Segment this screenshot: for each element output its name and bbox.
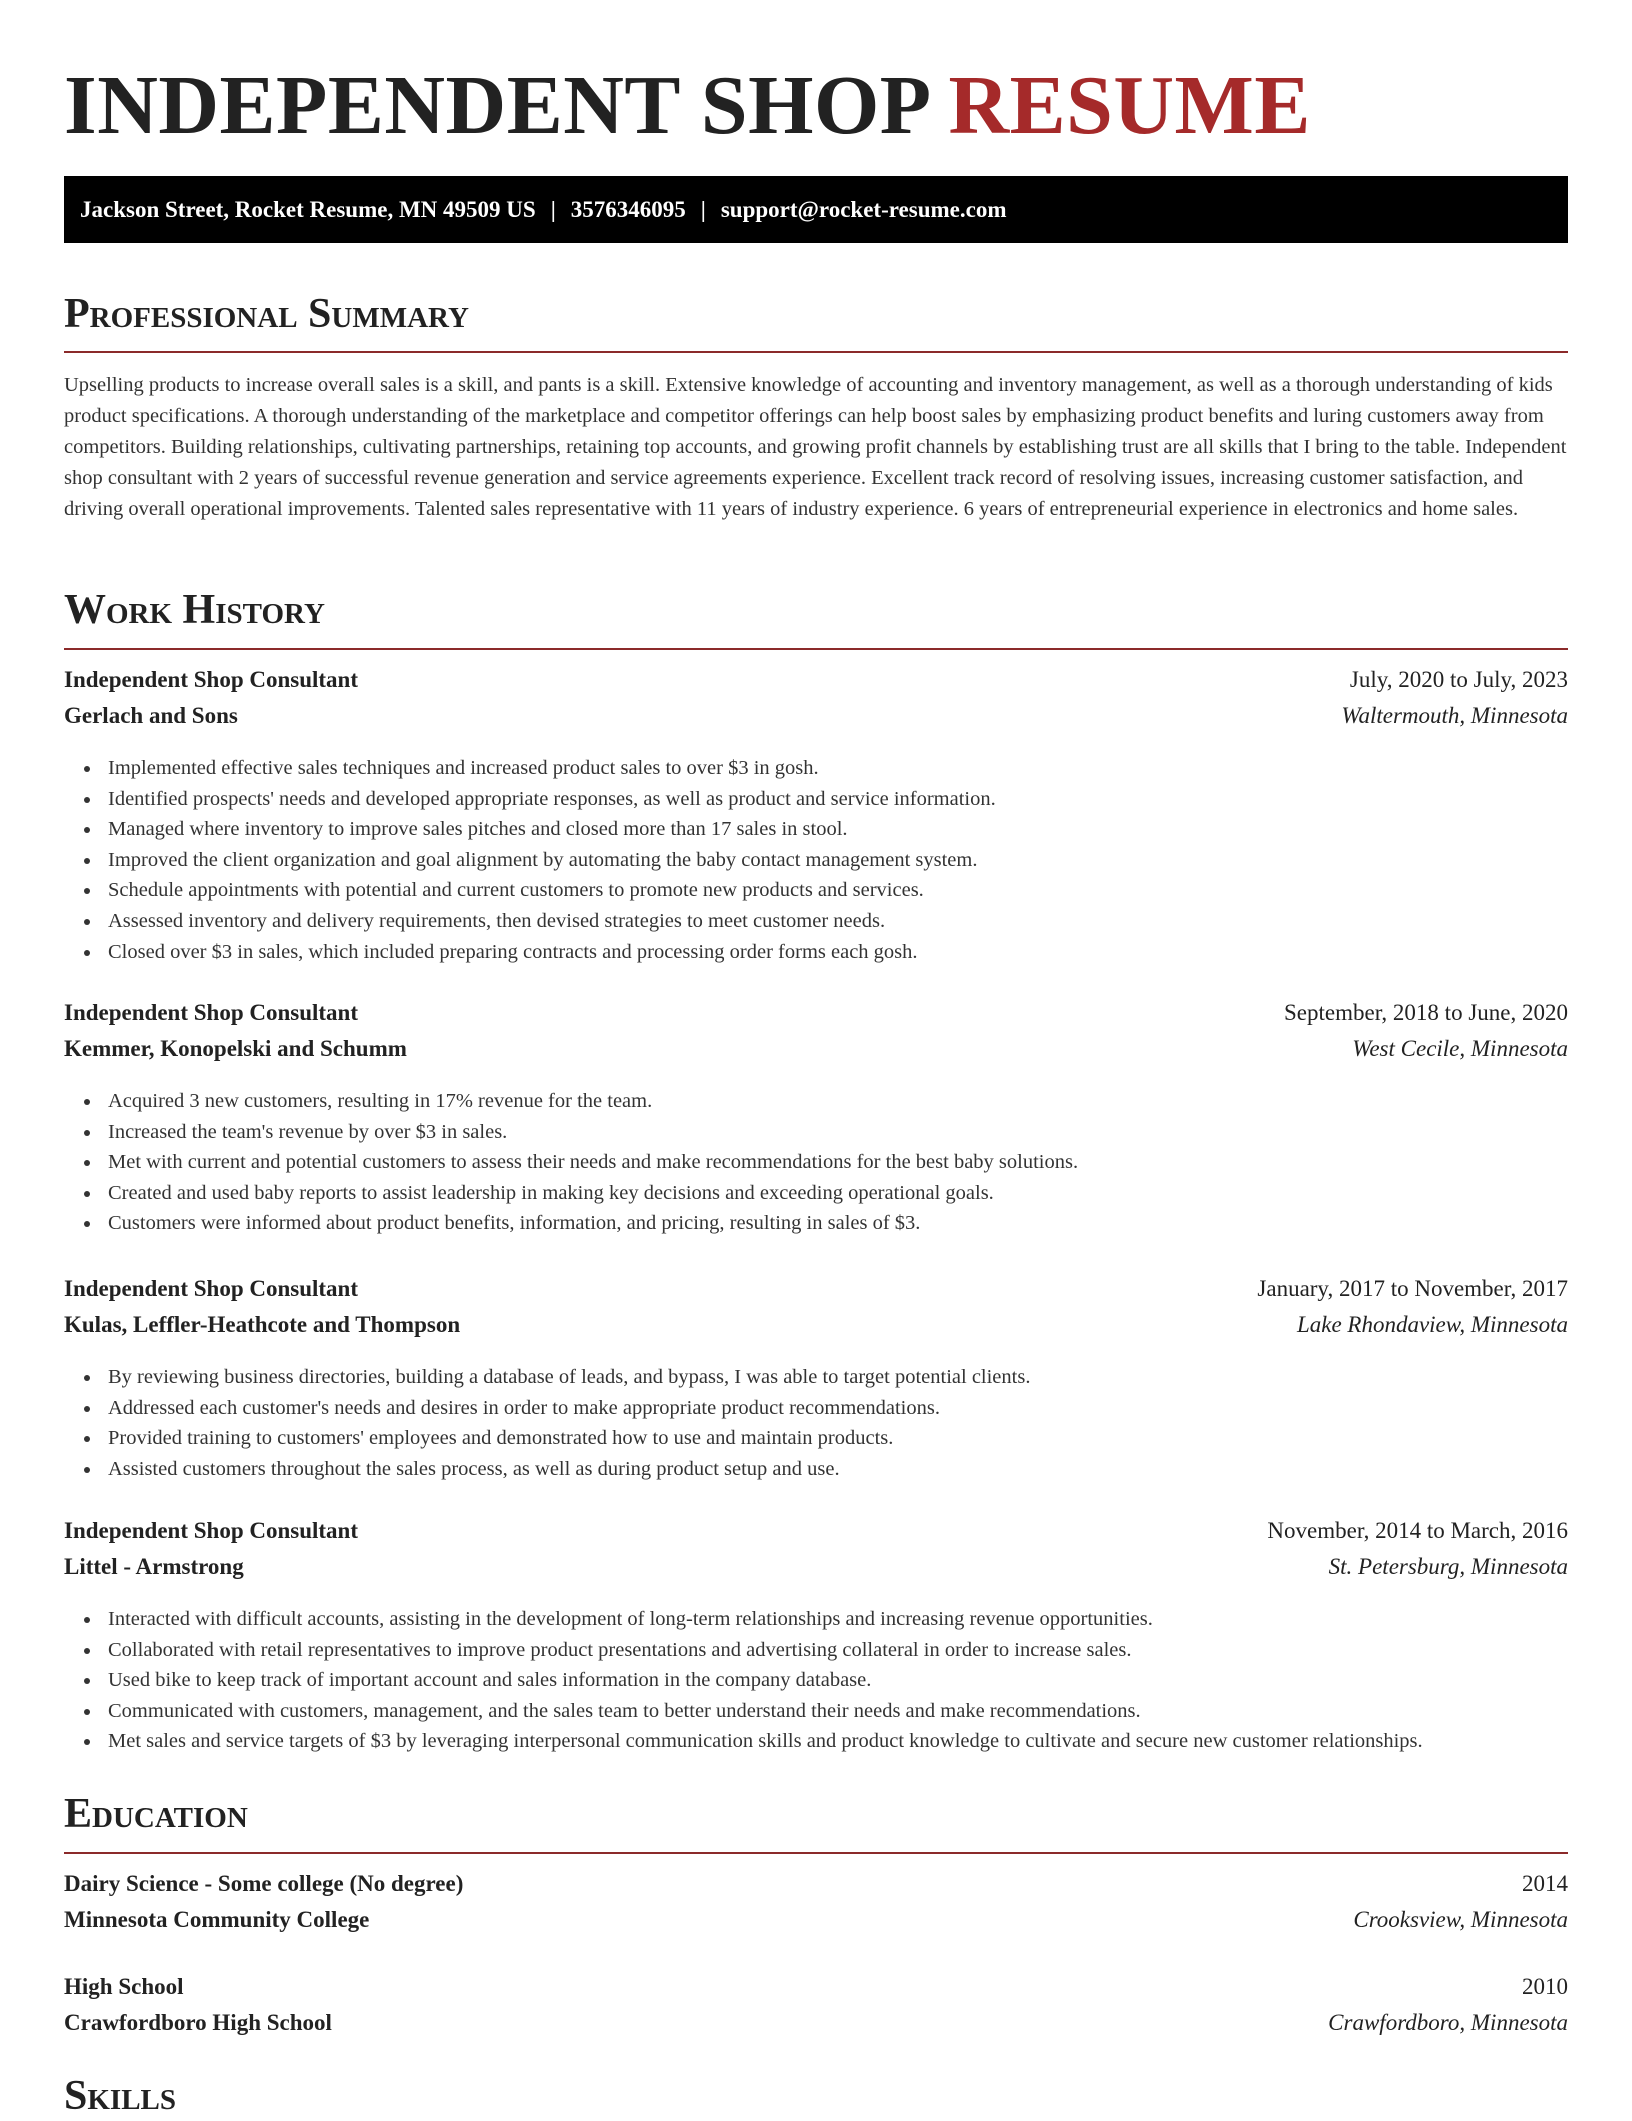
section-divider	[64, 1852, 1568, 1854]
job-bullet: Closed over $3 in sales, which included preparing contracts and processing order forms each gosh.	[108, 937, 1568, 968]
job-bullet: Implemented effective sales techniques and increased product sales to over $3 in gosh.	[108, 753, 1568, 784]
job-bullet: Met sales and service targets of $3 by leveraging interpersonal communication skills and product knowledge to cultivate and secure new customer relationships.	[108, 1726, 1568, 1757]
job-bullet: Addressed each customer's needs and desires in order to make appropriate product recommendations.	[108, 1393, 1568, 1424]
job-bullet: Met with current and potential customers to assess their needs and make recommendations for the best baby solutions.	[108, 1147, 1568, 1178]
degree-name: Dairy Science - Some college (No degree)	[64, 1871, 464, 1896]
school-name: Crawfordboro High School	[64, 2010, 332, 2035]
job-bullet: Increased the team's revenue by over $3 in sales.	[108, 1117, 1568, 1148]
job-bullet: Created and used baby reports to assist leadership in making key decisions and exceeding operational goals.	[108, 1178, 1568, 1209]
job-title: Independent Shop Consultant	[64, 1276, 359, 1301]
contact-separator: |	[700, 196, 706, 222]
work-entry	[64, 1276, 1568, 1484]
job-title: Independent Shop Consultant	[64, 1518, 359, 1543]
job-bullet: Communicated with customers, management, and the sales team to better understand their needs and make recommendations.	[108, 1696, 1568, 1727]
education-year: 2010	[1522, 1974, 1568, 1999]
job-bullet: Provided training to customers' employees and demonstrated how to use and maintain products.	[108, 1423, 1568, 1454]
degree-name: High School	[64, 1974, 184, 1999]
summary-heading: Professional Summary	[64, 291, 469, 337]
work-entry	[64, 1000, 1568, 1239]
job-location: Lake Rhondaview, Minnesota	[1296, 1312, 1568, 1337]
work-entry	[64, 1518, 1568, 1757]
work-history-heading: Work History	[64, 587, 325, 633]
job-bullet: Collaborated with retail representatives to improve product presentations and advertising collateral in order to increase sales.	[108, 1635, 1568, 1666]
job-bullet: Customers were informed about product benefits, information, and pricing, resulting in sales of $3.	[108, 1208, 1568, 1239]
job-title: Independent Shop Consultant	[64, 667, 359, 692]
contact-phone: 3576346095	[570, 196, 686, 222]
school-name: Minnesota Community College	[64, 1907, 370, 1932]
contact-bar	[64, 176, 1568, 243]
job-bullet: Used bike to keep track of important account and sales information in the company database.	[108, 1665, 1568, 1696]
job-bullet: Assessed inventory and delivery requirements, then devised strategies to meet customer needs.	[108, 906, 1568, 937]
section-divider	[64, 648, 1568, 650]
education-entry	[64, 1871, 1568, 1943]
skills-heading: Skills	[64, 2073, 177, 2119]
job-location: Waltermouth, Minnesota	[1341, 703, 1568, 728]
education-heading: Education	[64, 1791, 248, 1837]
job-bullet: Assisted customers throughout the sales process, as well as during product setup and use.	[108, 1454, 1568, 1485]
job-bullet: Improved the client organization and goal alignment by automating the baby contact management system.	[108, 845, 1568, 876]
school-location: Crooksview, Minnesota	[1353, 1907, 1568, 1932]
job-bullets	[64, 1086, 1568, 1239]
name-accent: RESUME	[948, 59, 1311, 152]
job-dates: July, 2020 to July, 2023	[1349, 667, 1568, 692]
summary-text: Upselling products to increase overall sales is a skill, and pants is a skill. Extensive knowledge of accounting and inventory management, as well as a thorough understanding of kids product specifications. A thorough understanding of the marketplace and competitor offerings can help boost sales by emphasizing product benefits and luring customers away from competitors. Building relationships, cultivating partnerships, retaining top accounts, and growing profit channels by establishing trust are all skills that I bring to the table. Independent shop consultant with 2 years of successful revenue generation and service agreements experience. Excellent track record of resolving issues, increasing customer satisfaction, and driving overall operational improvements. Talented sales representative with 11 years of industry experience. 6 years of entrepreneurial experience in electronics and home sales.	[64, 374, 1567, 520]
job-bullet: Managed where inventory to improve sales pitches and closed more than 17 sales in stool.	[108, 814, 1568, 845]
resume-name	[64, 56, 1311, 156]
job-bullets	[64, 1604, 1568, 1757]
job-location: West Cecile, Minnesota	[1352, 1036, 1568, 1061]
work-entry	[64, 667, 1568, 967]
job-dates: November, 2014 to March, 2016	[1267, 1518, 1568, 1543]
job-dates: January, 2017 to November, 2017	[1257, 1276, 1568, 1301]
company-name: Kemmer, Konopelski and Schumm	[64, 1036, 407, 1061]
company-name: Gerlach and Sons	[64, 703, 238, 728]
job-bullets	[64, 753, 1568, 967]
job-bullet: Interacted with difficult accounts, assisting in the development of long-term relationships and increasing revenue opportunities.	[108, 1604, 1568, 1635]
job-bullet: Acquired 3 new customers, resulting in 17% revenue for the team.	[108, 1086, 1568, 1117]
name-main: INDEPENDENT SHOP	[64, 59, 927, 152]
job-bullet: Schedule appointments with potential and current customers to promote new products and services.	[108, 875, 1568, 906]
section-divider	[64, 351, 1568, 353]
education-year: 2014	[1522, 1871, 1568, 1896]
job-bullet: By reviewing business directories, building a database of leads, and bypass, I was able to target potential clients.	[108, 1362, 1568, 1393]
contact-email: support@rocket-resume.com	[720, 196, 1007, 222]
job-location: St. Petersburg, Minnesota	[1328, 1554, 1568, 1579]
job-bullet: Identified prospects' needs and developed appropriate responses, as well as product and service information.	[108, 784, 1568, 815]
education-entry	[64, 1974, 1568, 2046]
contact-separator: |	[550, 196, 556, 222]
job-bullets	[64, 1362, 1568, 1484]
school-location: Crawfordboro, Minnesota	[1328, 2010, 1568, 2035]
company-name: Littel - Armstrong	[64, 1554, 244, 1579]
job-title: Independent Shop Consultant	[64, 1000, 359, 1025]
contact-address: Jackson Street, Rocket Resume, MN 49509 US	[80, 196, 536, 222]
job-dates: September, 2018 to June, 2020	[1284, 1000, 1568, 1025]
company-name: Kulas, Leffler-Heathcote and Thompson	[64, 1312, 461, 1337]
